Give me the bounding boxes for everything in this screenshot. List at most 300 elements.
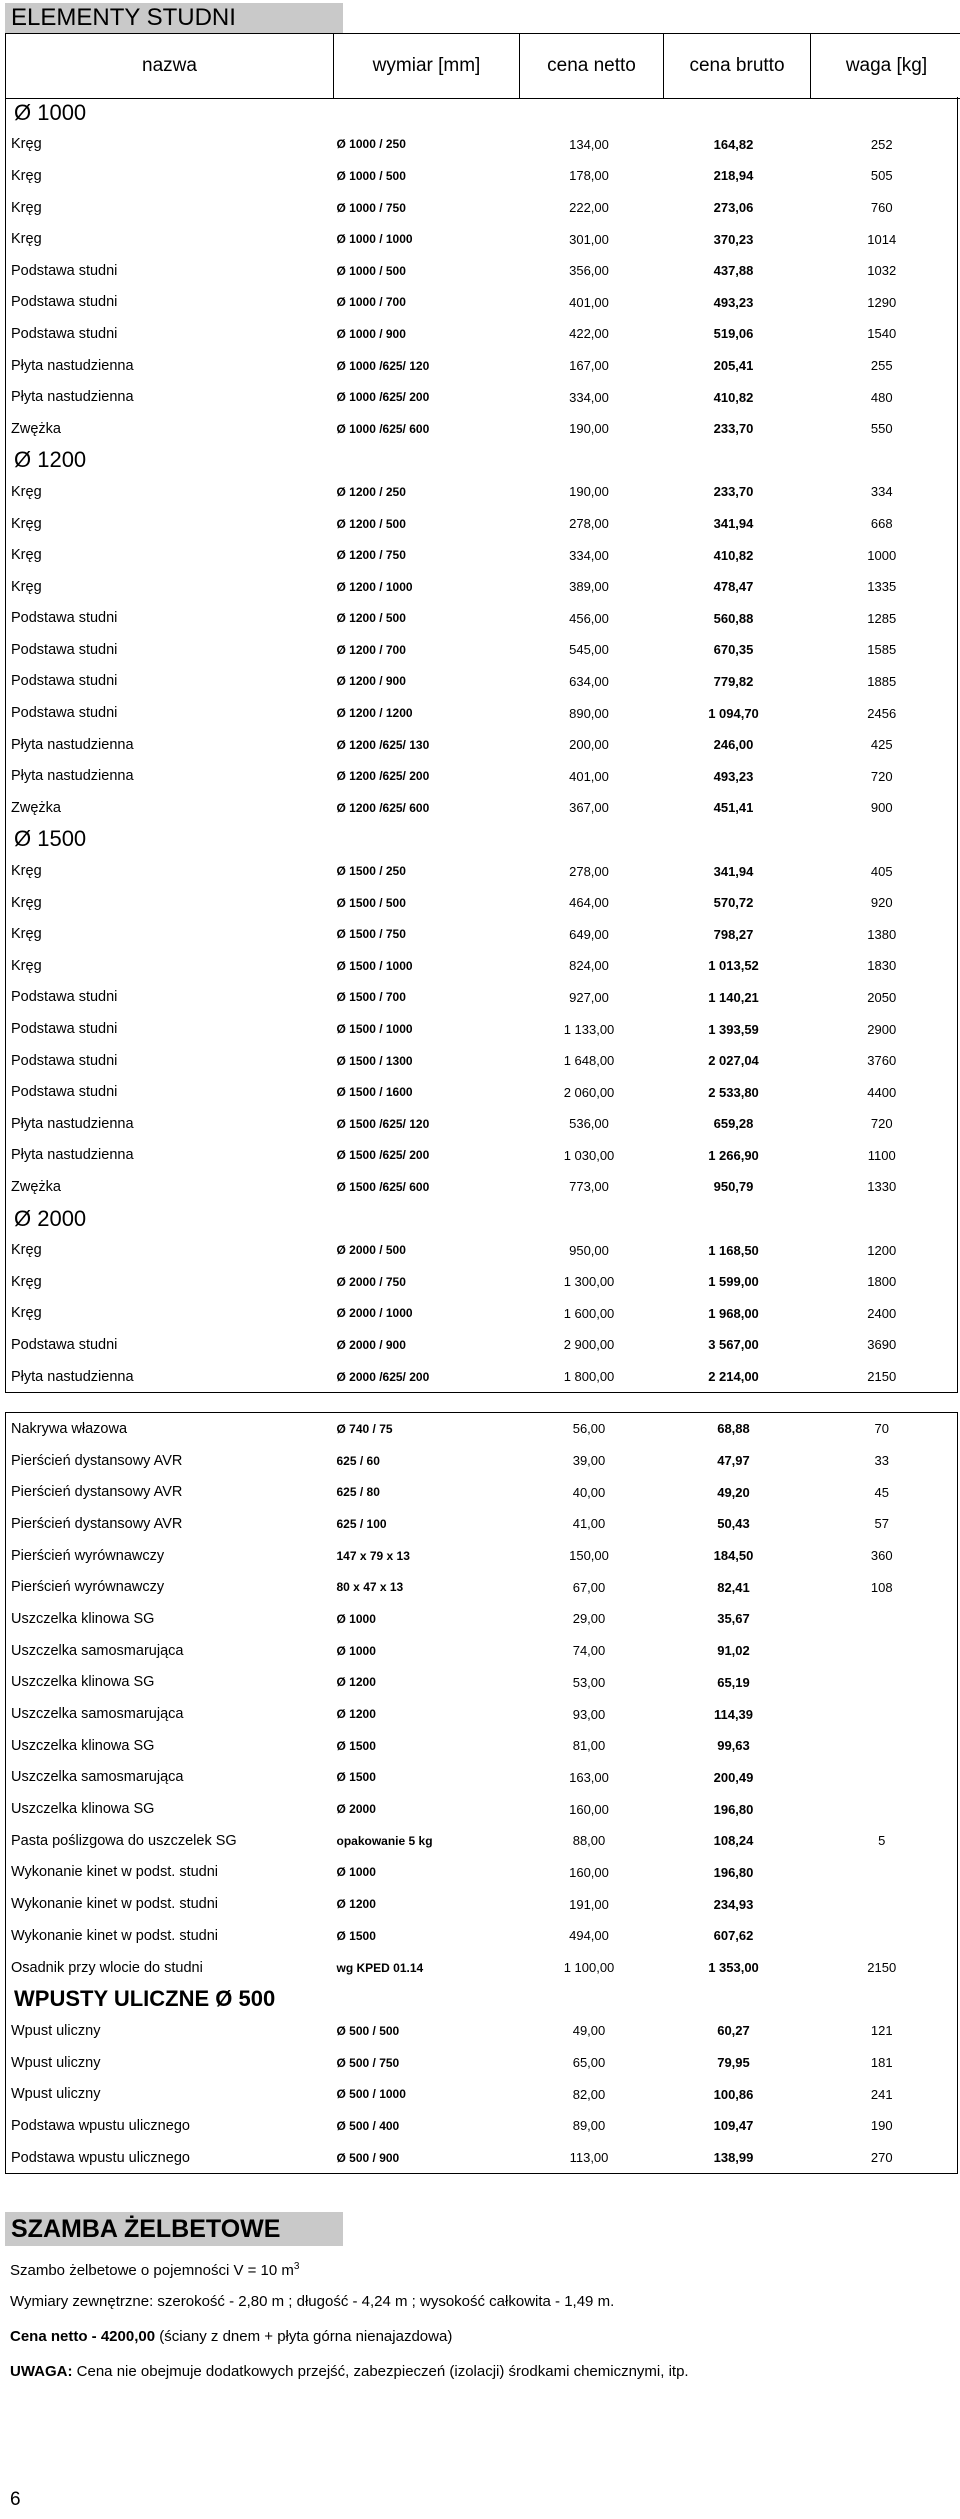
cell-name: Pierścień dystansowy AVR bbox=[11, 1484, 183, 1501]
section-row bbox=[6, 97, 958, 129]
table-row bbox=[6, 2078, 958, 2110]
cell-weight: 1830 bbox=[867, 958, 897, 974]
table-row bbox=[6, 1635, 958, 1667]
cell-dimension: Ø 1000 bbox=[336, 1643, 376, 1658]
cell-gross-price: 950,79 bbox=[713, 1179, 754, 1195]
cell-dimension: Ø 1500 / 750 bbox=[336, 927, 406, 942]
table-row bbox=[6, 1698, 958, 1730]
cell-net-price: 191,00 bbox=[569, 1896, 609, 1912]
cell-name: Wykonanie kinet w podst. studni bbox=[11, 1864, 219, 1881]
cell-dimension: Ø 1200 / 750 bbox=[336, 548, 406, 563]
table-row bbox=[6, 666, 958, 698]
cell-net-price: 49,00 bbox=[572, 2023, 606, 2039]
table-row bbox=[6, 571, 958, 603]
cell-gross-price: 79,95 bbox=[717, 2055, 750, 2070]
cell-name: Kręg bbox=[11, 1273, 42, 1290]
cell-name: Płyta nastudzienna bbox=[11, 389, 134, 406]
cell-weight: 70 bbox=[874, 1421, 889, 1437]
cell-weight: 270 bbox=[870, 2150, 893, 2166]
cell-dimension: Ø 1000 / 700 bbox=[336, 295, 406, 310]
cell-gross-price: 1 393,59 bbox=[708, 1021, 759, 1037]
cell-dimension: Ø 1000 / 900 bbox=[336, 326, 406, 341]
cell-weight: 1330 bbox=[867, 1179, 897, 1195]
septic-capacity-text: Szambo żelbetowe o pojemności V = 10 m bbox=[10, 2262, 294, 2279]
table-row bbox=[6, 1888, 958, 1920]
cell-gross-price: 2 214,00 bbox=[708, 1369, 759, 1385]
cell-weight bbox=[807, 1920, 958, 1952]
cell-dimension: Ø 1200 bbox=[336, 1897, 376, 1912]
cell-weight: 241 bbox=[870, 2086, 893, 2102]
cell-gross-price: 519,06 bbox=[713, 326, 754, 342]
cell-weight: 33 bbox=[874, 1453, 889, 1469]
section-heading: Ø 1000 bbox=[14, 99, 87, 125]
cell-name: Pierścień dystansowy AVR bbox=[11, 1452, 183, 1469]
cell-dimension: Ø 1200 / 700 bbox=[336, 642, 406, 657]
cell-net-price: 178,00 bbox=[569, 168, 609, 184]
cell-name: Pierścień wyrównawczy bbox=[11, 1547, 165, 1564]
cell-gross-price: 246,00 bbox=[713, 737, 754, 753]
cell-name: Podstawa studni bbox=[11, 641, 118, 658]
table-row bbox=[6, 287, 958, 319]
cell-gross-price: 451,41 bbox=[713, 800, 754, 816]
cell-gross-price: 437,88 bbox=[713, 263, 754, 279]
table-row bbox=[6, 1603, 958, 1635]
cell-dimension: Ø 500 / 750 bbox=[336, 2055, 400, 2070]
cell-dimension: Ø 1200 / 500 bbox=[336, 516, 406, 531]
table-row bbox=[6, 729, 958, 761]
table-row bbox=[6, 1298, 958, 1330]
table-row bbox=[6, 1013, 958, 1045]
table-row bbox=[6, 1540, 958, 1572]
cell-dimension: Ø 1500 / 1000 bbox=[336, 958, 413, 973]
table-row bbox=[6, 508, 958, 540]
cell-dimension: opakowanie 5 kg bbox=[336, 1833, 433, 1848]
cell-dimension: Ø 1200 / 250 bbox=[336, 484, 406, 499]
table-row bbox=[6, 1108, 958, 1140]
cell-name: Uszczelka samosmarująca bbox=[11, 1706, 184, 1723]
cell-gross-price: 205,41 bbox=[713, 358, 754, 374]
cell-gross-price: 779,82 bbox=[713, 673, 754, 689]
cell-weight: 1032 bbox=[867, 263, 897, 279]
cell-name: Płyta nastudzienna bbox=[11, 1368, 134, 1385]
cell-gross-price: 3 567,00 bbox=[708, 1337, 759, 1353]
page-number: 6 bbox=[10, 2489, 21, 2510]
septic-price-rest: (ściany z dnem + płyta górna nienajazdowa) bbox=[155, 2328, 453, 2345]
cell-name: Podstawa wpustu ulicznego bbox=[11, 2117, 190, 2134]
cell-name: Płyta nastudzienna bbox=[11, 736, 134, 753]
cell-gross-price: 65,19 bbox=[717, 1674, 750, 1690]
cell-gross-price: 670,35 bbox=[713, 642, 754, 658]
cell-weight: 1885 bbox=[867, 673, 897, 689]
cell-gross-price: 196,80 bbox=[713, 1864, 754, 1880]
cell-gross-price: 1 968,00 bbox=[708, 1305, 759, 1321]
cell-net-price: 39,00 bbox=[572, 1453, 606, 1469]
cell-weight: 550 bbox=[870, 421, 893, 437]
table-row bbox=[6, 1508, 958, 1540]
septic-capacity-sup: 3 bbox=[293, 2261, 300, 2272]
cell-weight: 2150 bbox=[867, 1369, 897, 1385]
cell-net-price: 88,00 bbox=[572, 1833, 606, 1849]
cell-name: Zwężka bbox=[11, 799, 61, 816]
cell-net-price: 890,00 bbox=[569, 705, 609, 721]
cell-dimension: Ø 1500 bbox=[336, 1928, 376, 1943]
cell-net-price: 494,00 bbox=[569, 1928, 609, 1944]
table-row bbox=[6, 1413, 958, 1445]
cell-weight: 920 bbox=[870, 895, 893, 911]
header-dimension: wymiar [mm] bbox=[334, 34, 520, 99]
cell-gross-price: 659,28 bbox=[713, 1116, 754, 1132]
table-row bbox=[6, 160, 958, 192]
cell-name: Zwężka bbox=[11, 420, 61, 437]
table-header bbox=[5, 33, 960, 99]
cell-name: Płyta nastudzienna bbox=[11, 1147, 134, 1164]
section-row bbox=[6, 824, 958, 856]
cell-name: Kręg bbox=[11, 926, 42, 943]
cell-gross-price: 370,23 bbox=[713, 231, 754, 247]
cell-name: Podstawa studni bbox=[11, 705, 118, 722]
cell-net-price: 401,00 bbox=[569, 294, 609, 310]
cell-name: Kręg bbox=[11, 136, 42, 153]
cell-gross-price: 100,86 bbox=[713, 2086, 754, 2102]
cell-weight: 1000 bbox=[867, 547, 897, 563]
cell-weight: 5 bbox=[878, 1833, 886, 1849]
cell-dimension: Ø 500 / 500 bbox=[336, 2023, 400, 2038]
cell-weight bbox=[807, 1762, 958, 1794]
cell-gross-price: 2 533,80 bbox=[708, 1084, 759, 1100]
table-row bbox=[6, 318, 958, 350]
cell-dimension: Ø 1200 /625/ 130 bbox=[336, 737, 430, 752]
cell-net-price: 1 030,00 bbox=[563, 1147, 615, 1163]
cell-gross-price: 1 013,52 bbox=[708, 958, 759, 974]
cell-gross-price: 196,80 bbox=[713, 1801, 754, 1817]
cell-name: Pierścień wyrównawczy bbox=[11, 1579, 165, 1596]
cell-dimension: Ø 1500 / 1000 bbox=[336, 1022, 413, 1037]
cell-gross-price: 138,99 bbox=[713, 2150, 754, 2166]
cell-name: Uszczelka klinowa SG bbox=[11, 1610, 155, 1627]
cell-gross-price: 1 599,00 bbox=[708, 1274, 759, 1290]
cell-name: Uszczelka klinowa SG bbox=[11, 1737, 155, 1754]
cell-weight bbox=[807, 1888, 958, 1920]
septic-tank-title: SZAMBA ŻELBETOWE bbox=[5, 2212, 343, 2246]
cell-weight: 255 bbox=[870, 358, 893, 374]
cell-net-price: 301,00 bbox=[569, 231, 609, 247]
cell-weight: 1335 bbox=[867, 579, 897, 595]
cell-name: Pasta poślizgowa do uszczelek SG bbox=[11, 1832, 237, 1849]
cell-dimension: Ø 1000 /625/ 120 bbox=[336, 358, 430, 373]
cell-dimension: Ø 2000 / 500 bbox=[336, 1243, 406, 1258]
cell-name: Podstawa studni bbox=[11, 610, 118, 627]
section-heading: Ø 1500 bbox=[14, 826, 87, 852]
cell-net-price: 649,00 bbox=[569, 926, 609, 942]
cell-net-price: 2 060,00 bbox=[563, 1084, 615, 1100]
table-row bbox=[6, 1571, 958, 1603]
cell-name: Uszczelka samosmarująca bbox=[11, 1769, 184, 1786]
septic-dimensions: Wymiary zewnętrzne: szerokość - 2,80 m ; długość - 4,24 m ; wysokość całkowita - 1,49 m. bbox=[10, 2293, 615, 2310]
cell-name: Kręg bbox=[11, 199, 42, 216]
cell-dimension: 147 x 79 x 13 bbox=[336, 1548, 410, 1563]
cell-dimension: Ø 1500 /625/ 200 bbox=[336, 1148, 430, 1163]
cell-net-price: 56,00 bbox=[572, 1421, 606, 1437]
cell-net-price: 81,00 bbox=[572, 1738, 606, 1754]
table-row bbox=[6, 192, 958, 224]
cell-dimension: Ø 1500 bbox=[336, 1770, 376, 1785]
cell-weight: 2050 bbox=[867, 989, 897, 1005]
table-row bbox=[6, 2015, 958, 2047]
cell-dimension: Ø 1500 / 1300 bbox=[336, 1053, 413, 1068]
cell-dimension: Ø 1000 /625/ 200 bbox=[336, 390, 430, 405]
cell-gross-price: 1 353,00 bbox=[708, 1960, 759, 1976]
cell-weight: 480 bbox=[870, 389, 893, 405]
cell-gross-price: 493,23 bbox=[713, 768, 754, 784]
cell-dimension: Ø 1500 /625/ 120 bbox=[336, 1116, 430, 1131]
cell-weight: 720 bbox=[870, 1116, 893, 1132]
cell-weight: 1290 bbox=[867, 294, 897, 310]
table-row bbox=[6, 1171, 958, 1203]
cell-weight bbox=[807, 1635, 958, 1667]
cell-gross-price: 99,63 bbox=[717, 1738, 750, 1754]
cell-net-price: 1 600,00 bbox=[563, 1305, 615, 1321]
cell-gross-price: 82,41 bbox=[717, 1579, 750, 1595]
cell-dimension: Ø 1200 /625/ 600 bbox=[336, 800, 430, 815]
cell-gross-price: 91,02 bbox=[717, 1643, 750, 1659]
cell-gross-price: 410,82 bbox=[713, 389, 754, 405]
cell-name: Nakrywa włazowa bbox=[11, 1420, 128, 1437]
cell-net-price: 74,00 bbox=[572, 1643, 606, 1659]
table-row bbox=[6, 1952, 958, 1984]
cell-weight: 1380 bbox=[867, 926, 897, 942]
cell-gross-price: 478,47 bbox=[713, 579, 754, 595]
cell-name: Wykonanie kinet w podst. studni bbox=[11, 1896, 219, 1913]
cell-weight: 57 bbox=[874, 1516, 889, 1532]
cell-weight: 360 bbox=[870, 1548, 893, 1564]
cell-gross-price: 108,24 bbox=[713, 1833, 754, 1849]
cell-name: Podstawa studni bbox=[11, 1021, 118, 1038]
cell-name: Podstawa studni bbox=[11, 1052, 118, 1069]
section-row bbox=[6, 1983, 958, 2015]
cell-gross-price: 233,70 bbox=[713, 421, 754, 437]
table-row bbox=[6, 1793, 958, 1825]
cell-weight: 1014 bbox=[867, 231, 897, 247]
cell-gross-price: 68,88 bbox=[717, 1421, 750, 1437]
cell-dimension: Ø 1000 bbox=[336, 1865, 376, 1880]
cell-gross-price: 233,70 bbox=[713, 484, 754, 500]
cell-gross-price: 1 266,90 bbox=[708, 1147, 759, 1163]
cell-gross-price: 607,62 bbox=[713, 1928, 754, 1944]
cell-weight bbox=[807, 1793, 958, 1825]
cell-name: Podstawa wpustu ulicznego bbox=[11, 2149, 190, 2166]
cell-dimension: Ø 2000 bbox=[336, 1802, 376, 1817]
table-row bbox=[6, 2047, 958, 2079]
cell-weight: 900 bbox=[870, 800, 893, 816]
cell-dimension: Ø 2000 /625/ 200 bbox=[336, 1369, 430, 1384]
cell-weight: 1540 bbox=[867, 326, 897, 342]
table-row bbox=[6, 539, 958, 571]
header-net-price: cena netto bbox=[520, 34, 664, 99]
table-row bbox=[6, 603, 958, 635]
cell-gross-price: 560,88 bbox=[713, 610, 754, 626]
table-row bbox=[6, 381, 958, 413]
cell-net-price: 82,00 bbox=[572, 2086, 606, 2102]
cell-name: Uszczelka klinowa SG bbox=[11, 1674, 155, 1691]
cell-gross-price: 2 027,04 bbox=[708, 1053, 759, 1069]
section-heading: WPUSTY ULICZNE Ø 500 bbox=[14, 1986, 276, 2012]
cell-net-price: 150,00 bbox=[569, 1548, 609, 1564]
cell-dimension: Ø 1500 bbox=[336, 1738, 376, 1753]
cell-weight: 505 bbox=[870, 168, 893, 184]
cell-name: Kręg bbox=[11, 894, 42, 911]
cell-weight bbox=[807, 1698, 958, 1730]
cell-net-price: 167,00 bbox=[569, 358, 609, 374]
cell-net-price: 134,00 bbox=[569, 136, 609, 152]
cell-name: Podstawa studni bbox=[11, 1084, 118, 1101]
cell-net-price: 190,00 bbox=[569, 421, 609, 437]
cell-net-price: 200,00 bbox=[569, 737, 609, 753]
septic-note-rest: Cena nie obejmuje dodatkowych przejść, zabezpieczeń (izolacji) środkami chemicznymi, itp. bbox=[72, 2363, 689, 2380]
header-weight: waga [kg] bbox=[845, 55, 928, 76]
cell-gross-price: 47,97 bbox=[717, 1453, 750, 1469]
cell-dimension: Ø 1200 / 500 bbox=[336, 611, 406, 626]
cell-weight: 2900 bbox=[867, 1021, 897, 1037]
cell-weight: 2456 bbox=[867, 705, 897, 721]
cell-net-price: 422,00 bbox=[569, 326, 609, 342]
cell-net-price: 389,00 bbox=[569, 579, 609, 595]
cell-weight bbox=[807, 1730, 958, 1762]
cell-weight: 760 bbox=[870, 200, 893, 216]
cell-name: Podstawa studni bbox=[11, 325, 118, 342]
table-row bbox=[6, 1361, 958, 1393]
cell-net-price: 67,00 bbox=[572, 1579, 606, 1595]
cell-dimension: Ø 2000 / 750 bbox=[336, 1274, 406, 1289]
table-row bbox=[6, 887, 958, 919]
cell-dimension: 80 x 47 x 13 bbox=[336, 1580, 404, 1595]
cell-weight: 2150 bbox=[867, 1960, 897, 1976]
table-row bbox=[6, 634, 958, 666]
cell-net-price: 456,00 bbox=[569, 610, 609, 626]
cell-name: Kręg bbox=[11, 957, 42, 974]
table-row bbox=[6, 760, 958, 792]
table-row bbox=[6, 950, 958, 982]
table-row bbox=[6, 129, 958, 161]
cell-net-price: 334,00 bbox=[569, 547, 609, 563]
cell-dimension: Ø 2000 / 900 bbox=[336, 1337, 406, 1352]
cell-dimension: Ø 740 / 75 bbox=[336, 1421, 393, 1436]
table-row bbox=[6, 1667, 958, 1699]
cell-name: Pierścień dystansowy AVR bbox=[11, 1515, 183, 1532]
cell-weight: 108 bbox=[870, 1579, 893, 1595]
table-row bbox=[6, 982, 958, 1014]
cell-gross-price: 273,06 bbox=[713, 200, 754, 216]
cell-weight: 668 bbox=[870, 516, 893, 532]
cell-gross-price: 200,49 bbox=[713, 1769, 754, 1785]
cell-net-price: 29,00 bbox=[572, 1611, 606, 1627]
cell-gross-price: 218,94 bbox=[713, 168, 754, 184]
cell-net-price: 334,00 bbox=[569, 389, 609, 405]
cell-net-price: 536,00 bbox=[569, 1116, 609, 1132]
cell-gross-price: 570,72 bbox=[713, 895, 754, 911]
cell-net-price: 41,00 bbox=[572, 1516, 606, 1532]
cell-net-price: 773,00 bbox=[569, 1179, 609, 1195]
cell-net-price: 950,00 bbox=[569, 1242, 609, 1258]
cell-dimension: Ø 1200 /625/ 200 bbox=[336, 769, 430, 784]
table-row bbox=[6, 413, 958, 445]
cell-weight: 45 bbox=[874, 1484, 889, 1500]
cell-name: Kręg bbox=[11, 167, 42, 184]
cell-weight bbox=[807, 1667, 958, 1699]
cell-dimension: Ø 1000 / 750 bbox=[336, 200, 406, 215]
cell-net-price: 545,00 bbox=[569, 642, 609, 658]
table-row bbox=[6, 855, 958, 887]
cell-net-price: 65,00 bbox=[572, 2055, 606, 2070]
cell-weight: 181 bbox=[870, 2055, 893, 2070]
cell-weight bbox=[807, 1857, 958, 1889]
table-row bbox=[6, 1857, 958, 1889]
cell-weight: 3690 bbox=[867, 1337, 897, 1353]
cell-net-price: 464,00 bbox=[569, 895, 609, 911]
cell-weight: 4400 bbox=[867, 1084, 897, 1100]
accessories-table bbox=[5, 1412, 958, 2174]
manhole-elements-table bbox=[5, 97, 958, 1393]
cell-dimension: wg KPED 01.14 bbox=[336, 1960, 424, 1975]
table-row bbox=[6, 1825, 958, 1857]
cell-net-price: 2 900,00 bbox=[563, 1337, 615, 1353]
header-name: nazwa bbox=[6, 34, 334, 99]
cell-weight: 3760 bbox=[867, 1053, 897, 1069]
cell-weight: 425 bbox=[870, 737, 893, 753]
cell-name: Kręg bbox=[11, 1305, 42, 1322]
cell-gross-price: 410,82 bbox=[713, 547, 754, 563]
cell-gross-price: 114,39 bbox=[713, 1706, 754, 1722]
septic-capacity bbox=[10, 2261, 299, 2279]
cell-dimension: Ø 1000 bbox=[336, 1611, 376, 1626]
cell-gross-price: 60,27 bbox=[717, 2023, 750, 2039]
table-row bbox=[6, 1266, 958, 1298]
cell-net-price: 190,00 bbox=[569, 484, 609, 500]
table-row bbox=[6, 1234, 958, 1266]
septic-note bbox=[10, 2363, 689, 2380]
table-row bbox=[6, 1445, 958, 1477]
cell-dimension: Ø 1200 bbox=[336, 1675, 376, 1690]
cell-weight: 1585 bbox=[867, 642, 897, 658]
header-gross-price: cena brutto bbox=[664, 34, 811, 99]
cell-name: Płyta nastudzienna bbox=[11, 1115, 134, 1132]
cell-dimension: 625 / 60 bbox=[336, 1453, 380, 1468]
cell-dimension: Ø 1200 bbox=[336, 1707, 376, 1722]
cell-gross-price: 1 168,50 bbox=[708, 1242, 759, 1258]
cell-gross-price: 798,27 bbox=[713, 926, 754, 942]
cell-net-price: 160,00 bbox=[569, 1801, 609, 1817]
cell-dimension: Ø 1500 / 250 bbox=[336, 864, 406, 879]
cell-dimension: Ø 1500 / 500 bbox=[336, 895, 406, 910]
cell-net-price: 367,00 bbox=[569, 800, 609, 816]
cell-net-price: 356,00 bbox=[569, 263, 609, 279]
table-row bbox=[6, 476, 958, 508]
cell-name: Podstawa studni bbox=[11, 673, 118, 690]
cell-dimension: Ø 500 / 900 bbox=[336, 2150, 400, 2165]
cell-weight: 252 bbox=[870, 136, 893, 152]
cell-gross-price: 1 094,70 bbox=[708, 705, 759, 721]
cell-gross-price: 341,94 bbox=[713, 516, 754, 532]
cell-weight: 720 bbox=[870, 768, 893, 784]
cell-weight: 2400 bbox=[867, 1305, 897, 1321]
cell-dimension: Ø 1500 / 700 bbox=[336, 990, 406, 1005]
cell-name: Płyta nastudzienna bbox=[11, 357, 134, 374]
cell-weight: 190 bbox=[870, 2118, 893, 2134]
cell-net-price: 1 100,00 bbox=[563, 1960, 615, 1976]
cell-net-price: 1 800,00 bbox=[563, 1369, 615, 1385]
cell-gross-price: 109,47 bbox=[713, 2118, 754, 2134]
section-row bbox=[6, 445, 958, 477]
septic-note-bold: UWAGA: bbox=[10, 2363, 73, 2380]
